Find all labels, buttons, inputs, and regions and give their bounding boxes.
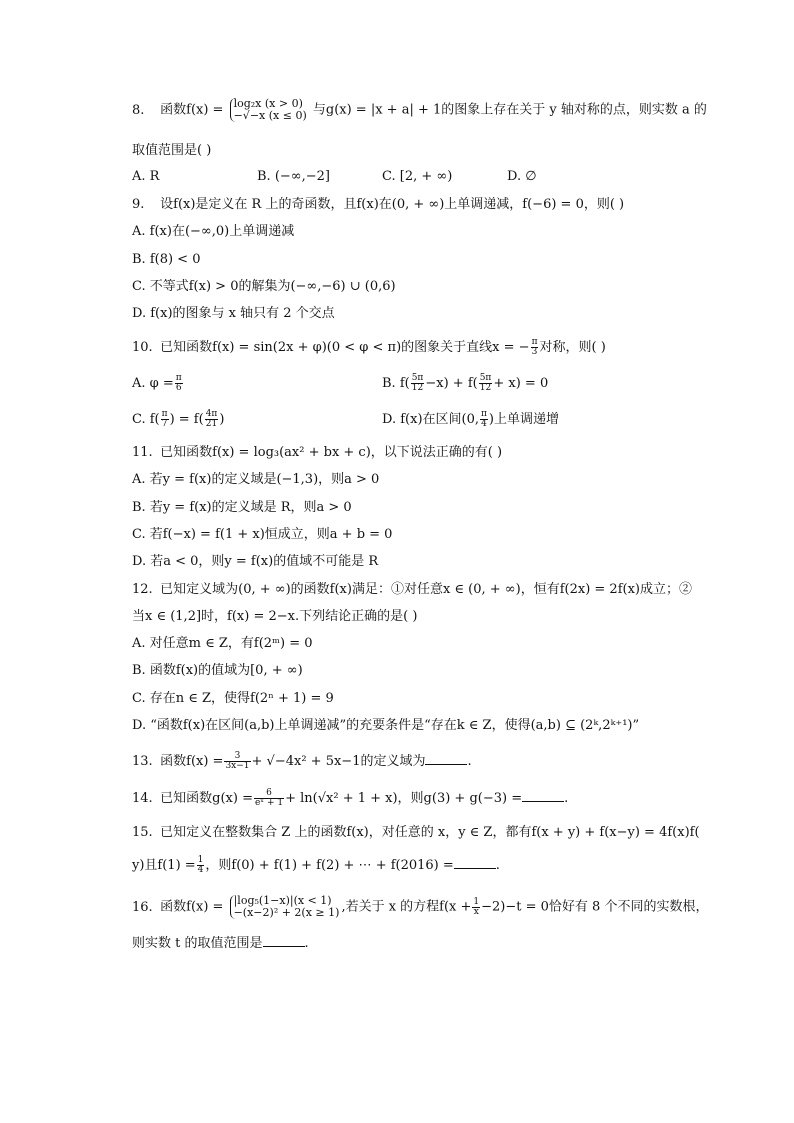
option-c: C. 不等式f(x) > 0的解集为(−∞,−6) ∪ (0,6) [132,279,396,294]
question-text: 设f(x)是定义在 R 上的奇函数，且f(x)在(0, + ∞)上单调递减，f(−6) = 0，则( ) [160,197,625,212]
piecewise-case: |log₅(1−x)|(x < 1) [233,894,332,907]
question-9 [132,196,624,214]
question-13 [132,752,472,771]
piecewise-case: −√−x (x ≤ 0) [233,109,307,122]
option-text: B. f( [382,376,410,391]
question-text: 与g(x) = |x + a| + 1的图象上存在关于 y 轴对称的点，则实数 a 的 [312,102,707,118]
numerator: π [175,373,182,383]
option-text: + x) = 0 [493,376,549,391]
option-a: A. 若y = f(x)的定义域是(−1,3)，则a > 0 [132,472,380,487]
answer-blank[interactable] [425,752,467,765]
question-text: 已知函数g(x) = [160,791,253,806]
question-text: 函数f(x) = [160,754,224,769]
option-text: ) [219,412,225,427]
question-number: 11. [132,445,153,460]
option-d: D. ∅ [507,169,537,184]
denominator: 3 [531,347,538,357]
question-number: 9. [132,197,145,212]
option-a: A. 对任意m ∈ Z，有f(2ᵐ) = 0 [132,636,313,651]
question-number: 10. [132,340,153,355]
option-row [132,374,732,394]
question-text: + √−4x² + 5x−1的定义域为 [251,754,426,769]
numerator: 5π [411,373,424,383]
question-text: y)且f(1) = [132,858,196,873]
denominator: 3x−1 [225,761,250,771]
option-d: D. 若a < 0，则y = f(x)的值域不可能是 R [132,554,379,569]
numerator: π [531,337,538,347]
question-10 [132,338,606,357]
piecewise-case: −(x−2)² + 2(x ≥ 1) [233,906,340,919]
denominator: 7 [161,419,168,429]
fraction [175,374,183,393]
fraction [197,856,205,875]
denominator: 4 [197,865,204,875]
option-b [382,374,548,393]
question-text: ,若关于 x 的方程f(x + [341,899,472,915]
option-d [382,410,559,429]
question-text: 函数f(x) = [160,102,224,118]
fraction [531,338,539,357]
option-d: D. “函数f(x)在区间(a,b)上单调递减”的充要条件是“存在k ∈ Z，使得(a,b) ⊆ (2ᵏ,2ᵏ⁺¹)” [132,718,640,733]
fraction [205,410,219,429]
denominator: 21 [205,419,218,429]
punctuation: . [564,791,569,806]
answer-blank[interactable] [454,856,496,869]
numerator: 4π [205,409,218,419]
question-number: 8. [132,102,145,118]
option-a: A. f(x)在(−∞,0)上单调递减 [132,224,295,239]
question-number: 16. [132,899,153,915]
fraction [479,374,493,393]
question-16 [132,895,708,919]
fraction [480,410,488,429]
question-text: 已知定义在整数集合 Z 上的函数f(x)，对任意的 x，y ∈ Z，都有f(x + y) + f(x−y) = 4f(x)f( [160,825,700,840]
fraction [472,898,480,917]
option-c: C. [2, + ∞) [382,169,453,184]
option-a: A. R [132,169,160,184]
numerator: 1 [473,896,480,907]
option-b: B. 若y = f(x)的定义域是 R，则a > 0 [132,500,352,515]
question-continuation: 取值范围是( ) [132,143,212,158]
option-d: D. f(x)的图象与 x 轴只有 2 个交点 [132,306,335,321]
option-c: C. 存在n ∈ Z，使得f(2ⁿ + 1) = 9 [132,691,334,706]
question-text: 已知函数f(x) = sin(2x + φ)(0 < φ < π)的图象关于直线x = − [160,340,530,355]
punctuation: . [467,754,472,769]
question-8 [132,98,707,122]
denominator: eˣ + 1 [254,798,284,808]
option-c: C. 若f(−x) = f(1 + x)恒成立，则a + b = 0 [132,527,393,542]
piecewise-brace [230,98,307,122]
option-text: ) = f( [169,412,204,427]
option-b: B. f(8) < 0 [132,252,201,267]
answer-blank[interactable] [263,934,305,947]
fraction [224,752,250,771]
punctuation: . [304,936,309,951]
numerator: 6 [254,789,284,799]
numerator: 3 [224,752,250,762]
option-text: −x) + f( [425,376,478,391]
denominator: 6 [175,383,182,393]
fraction [411,374,425,393]
option-row [132,168,732,188]
option-b: B. (−∞,−2] [257,169,330,184]
question-12 [132,581,692,599]
denominator: x [473,906,479,917]
option-c [132,410,224,429]
answer-blank[interactable] [522,789,564,802]
denominator: 12 [479,383,492,393]
numerator: π [481,409,487,419]
question-15 [132,824,700,842]
question-text: −2)−t = 0恰好有 8 个不同的实数根， [481,899,709,915]
question-continuation [132,934,309,953]
question-text: 函数f(x) = [160,899,224,915]
question-text: 已知定义域为(0, + ∞)的函数f(x)满足：①对任意x ∈ (0, + ∞)，恒有f(2x) = 2f(x)成立；② [160,582,692,597]
denominator: 4 [481,419,487,429]
option-text: A. φ = [132,376,174,391]
numerator: 5π [479,373,492,383]
denominator: 12 [411,383,424,393]
question-continuation [132,856,500,875]
punctuation: . [495,858,500,873]
question-text: 对称，则( ) [539,340,606,355]
numerator: π [161,409,168,419]
fraction [161,410,169,429]
question-14 [132,789,568,808]
option-text: D. f(x)在区间(0, [382,412,479,427]
question-continuation: 当x ∈ (1,2]时，f(x) = 2−x.下列结论正确的是( ) [132,609,418,624]
question-text: 则实数 t 的取值范围是 [132,936,263,951]
question-text: + ln(√x² + 1 + x)，则g(3) + g(−3) = [285,791,523,806]
option-text: C. f( [132,412,160,427]
question-number: 15. [132,825,153,840]
question-text: 已知函数f(x) = log₃(ax² + bx + c)，以下说法正确的有( ) [160,445,503,460]
question-number: 14. [132,791,153,806]
question-number: 13. [132,754,153,769]
numerator: 1 [197,855,204,865]
piecewise-brace [230,895,340,919]
fraction [254,789,284,808]
option-b: B. 函数f(x)的值域为[0, + ∞) [132,663,303,678]
question-number: 12. [132,582,153,597]
option-text: )上单调递增 [488,412,559,427]
question-11 [132,444,502,462]
option-row [132,410,732,430]
option-a [132,374,184,393]
question-text: ，则f(0) + f(1) + f(2) + ⋯ + f(2016) = [205,858,454,873]
piecewise-case: log₂x (x > 0) [233,97,303,110]
